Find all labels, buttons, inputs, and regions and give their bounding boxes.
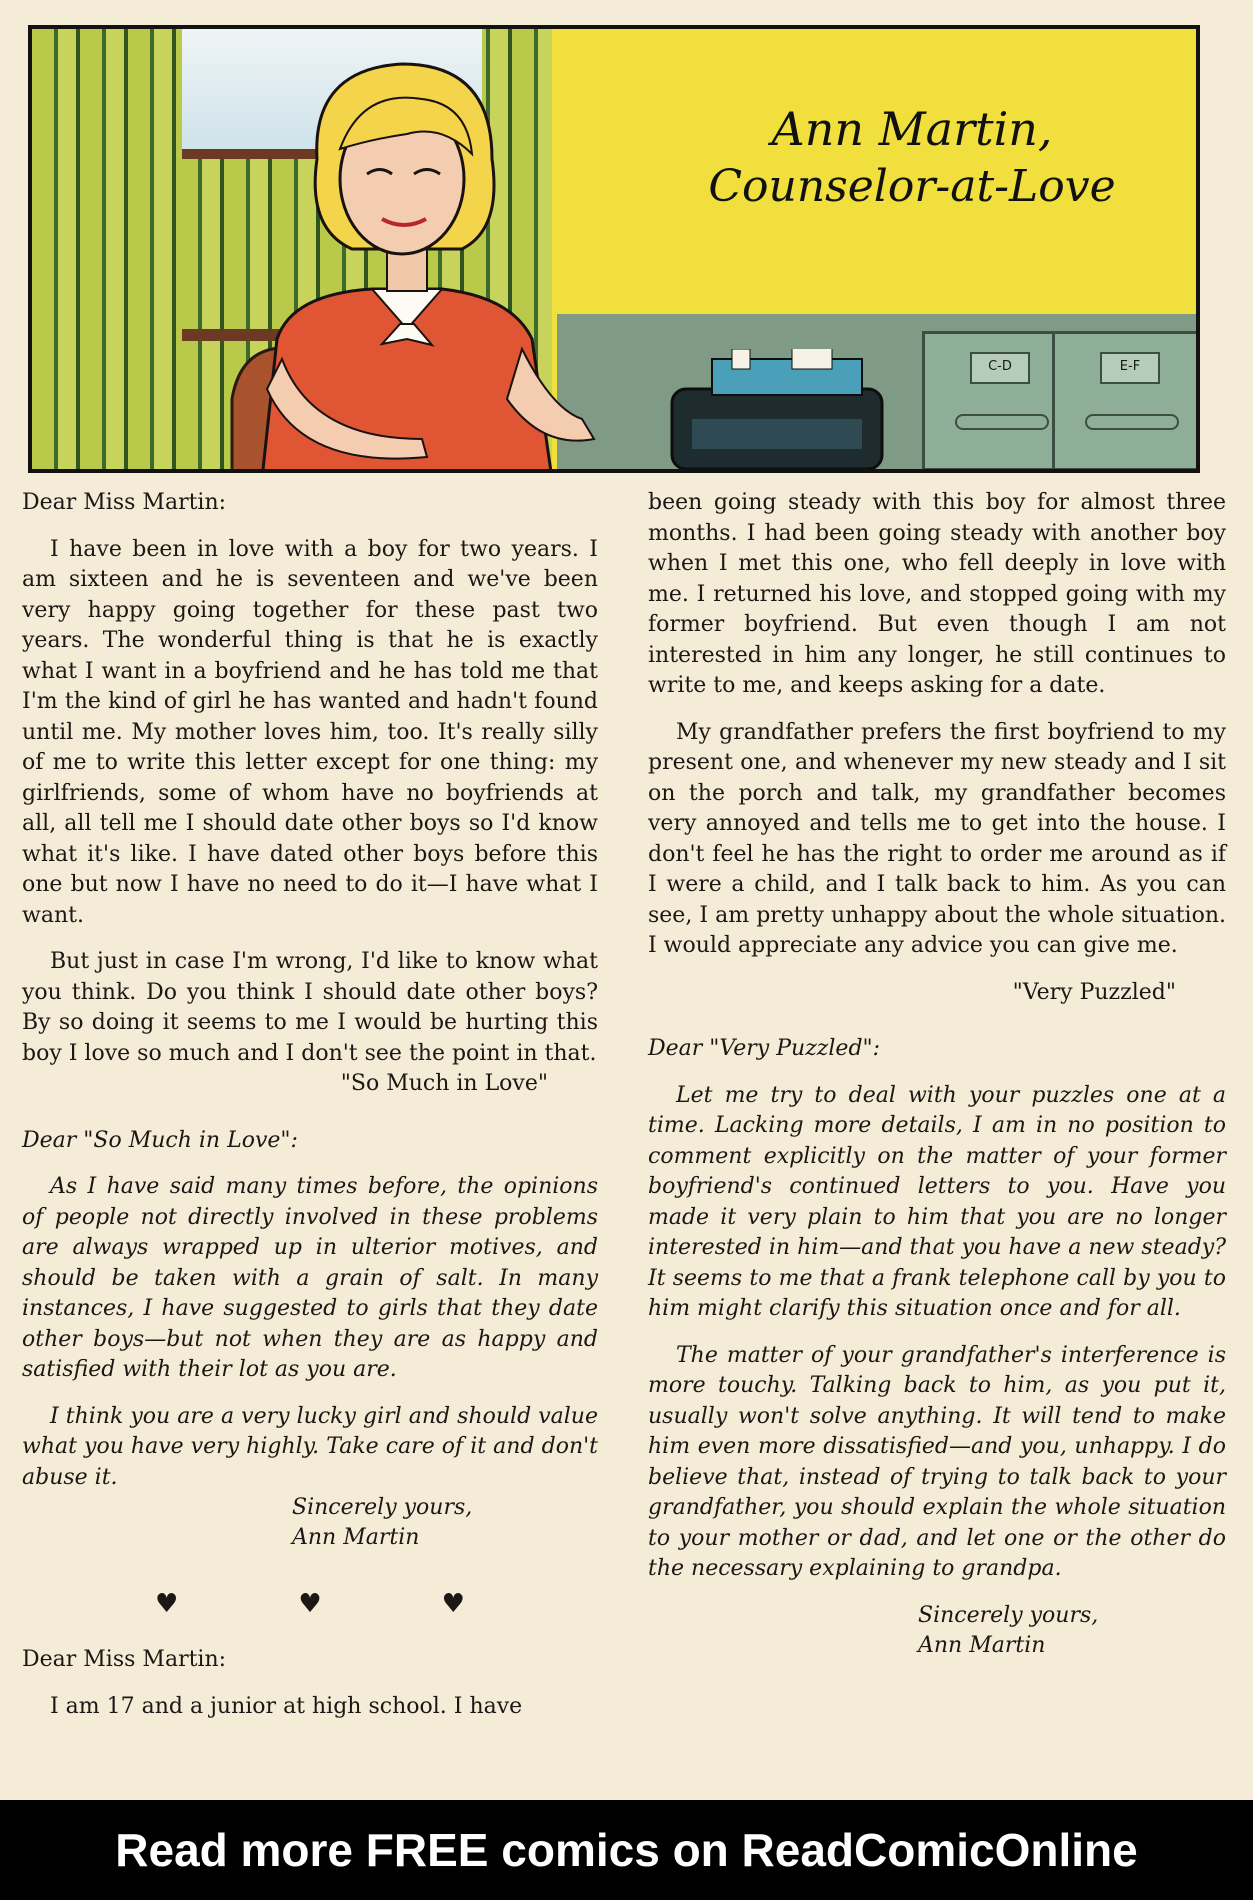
- reply1-closing: Sincerely yours,: [292, 1495, 473, 1520]
- typewriter-illustration: [632, 349, 932, 473]
- reply1-paragraph: I think you are a very lucky girl and should value what you have very highly. Take care of it and don't abuse it.: [22, 1403, 598, 1490]
- reply2: [648, 1034, 1226, 1661]
- woman-illustration: [222, 39, 642, 473]
- drawer-label: C-D: [970, 352, 1030, 384]
- reply1-closing-name: Ann Martin: [292, 1525, 420, 1550]
- letter2-paragraph: been going steady with this boy for almost three months. I had been going steady with another boy when I met this one, who fell deeply in love with me. I returned his love, and stopped going with my former boyfriend. But even though I am not interested in him any longer, he still continues to write to me, and keeps asking for a date.: [648, 490, 1226, 698]
- letter1-paragraph: I have been in love with a boy for two years. I am sixteen and he is seventeen and we've been very happy going together for these past two years. The wonderful thing is that he is exactly what I want in a boyfriend and he has told me that I'm the kind of girl he has wanted and hadn't found until me. My mother loves him, too. It's really silly of me to write this letter except for one thing: my girlfriends, some of whom have no boyfriends at all, all tell me I should date other boys so I'd know what it's like. I have dated other boys before this one but now I have no need to do it—I have what I want.: [22, 536, 598, 928]
- left-column: [22, 488, 598, 1722]
- reply2-salutation: Dear "Very Puzzled":: [648, 1036, 881, 1061]
- letter2-paragraph: My grandfather prefers the first boyfriend to my present one, and whenever my new steady and I sit on the porch and talk, my grandfather becomes very annoyed and tells me to get into the house. I don't feel he has the right to order me around as if I were a child, and I talk back to him. As you can see, I am pretty unhappy about the whole situation. I would appreciate any advice you can give me.: [648, 719, 1226, 958]
- letter1-paragraph: But just in case I'm wrong, I'd like to know what you think. Do you think I should date other boys? By so doing it seems to me I would be hurting this boy I love so much and I don't see the point in that.: [22, 949, 598, 1066]
- letter1-signature: "So Much in Love": [340, 1071, 548, 1096]
- promo-banner-link[interactable]: Read more FREE comics on ReadComicOnline: [0, 1800, 1253, 1900]
- heart-divider: ♥♥♥: [155, 1589, 585, 1619]
- header-illustration-panel: [28, 25, 1200, 473]
- columnist-name: Ann Martin,: [771, 102, 1053, 156]
- reply2-closing: Sincerely yours,: [918, 1602, 1099, 1628]
- letter2-salutation: Dear Miss Martin:: [22, 1647, 227, 1672]
- right-column: [648, 488, 1226, 1661]
- reply1: [22, 1126, 598, 1554]
- drawer-label: E-F: [1100, 352, 1160, 384]
- drawer-handle: [955, 414, 1049, 430]
- file-drawer-ef: [1052, 331, 1200, 471]
- reply1-salutation: Dear "So Much in Love":: [22, 1127, 298, 1153]
- column-subtitle: Counselor-at-Love: [708, 160, 1116, 212]
- drawer-handle: [1085, 414, 1179, 430]
- letter2-signature: "Very Puzzled": [1012, 979, 1176, 1005]
- reply2-paragraph: The matter of your grandfather's interference is more touchy. Talking back to him, as you put it, usually won't solve anything. It will tend to make him even more dissatisfied—and you, unhappy. I do believe that, instead of trying to talk back to your grandfather, you should explain the whole situation to your mother or dad, and let one or the other do the necessary explaining to grandpa.: [648, 1342, 1226, 1581]
- file-drawer-cd: [922, 331, 1072, 471]
- reply1-paragraph: As I have said many times before, the opinions of people not directly involved in these problems are always wrapped up in ulterior motives, and should be taken with a grain of salt. In many instances, I have suggested to girls that they date other boys—but not when they are as happy and satisfied with their lot as you are.: [22, 1174, 598, 1382]
- letter1-salutation: Dear Miss Martin:: [22, 490, 227, 515]
- reply2-paragraph: Let me try to deal with your puzzles one at a time. Lacking more details, I am in no position to comment explicitly on the matter of your former boyfriend's continued letters to you. Have you made it very plain to him that you are no longer interested in him—and that you have a new steady? It seems to me that a frank telephone call by you to him might clarify this situation once and for all.: [648, 1082, 1226, 1321]
- panel-title: [642, 101, 1182, 214]
- reply2-closing-name: Ann Martin: [918, 1632, 1046, 1658]
- letter2-opening: I am 17 and a junior at high school. I have: [50, 1693, 523, 1719]
